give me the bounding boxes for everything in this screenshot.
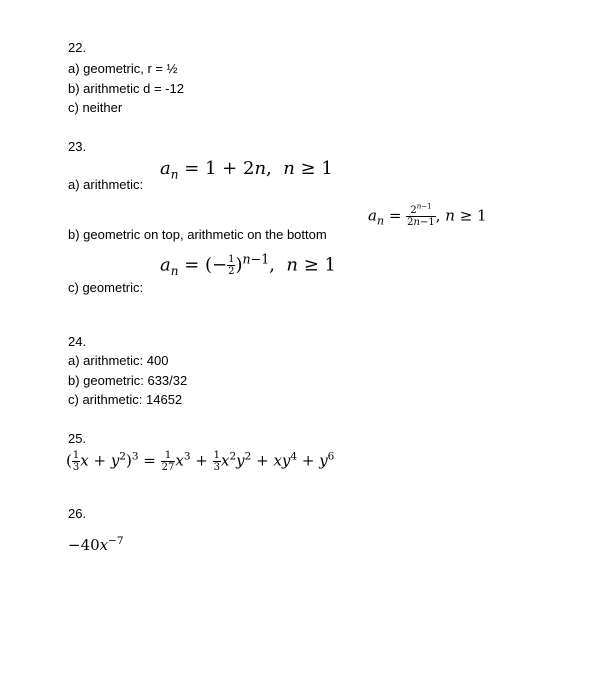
q24-number: 24. [68,334,87,349]
q24-answer-b: b) geometric: 633/32 [68,373,188,388]
q22-answer-c: c) neither [68,100,123,115]
q24-answer-a: a) arithmetic: 400 [68,353,169,368]
q26-number: 26. [68,506,87,521]
q22-answer-b: b) arithmetic d = -12 [68,81,184,96]
q23-label-b: b) geometric on top, arithmetic on the bottom [68,227,327,242]
q26-formula: $-40x^{-7}$ [68,535,124,554]
q25-number: 25. [68,431,87,446]
q25-formula: ( $\frac{1}{3}$ $x + y^2)^3$ = $\frac{1}{27}$ $x^3$ + $\frac{1}{3}$ $x^2y^2 + xy^4 + y^6$ [66,450,335,473]
q23-formula-c: $a_n$ = (− $\frac{1}{2}$ )$^{n-1}$, n ≥ 1 [160,251,336,279]
q23-label-c: c) geometric: [68,280,144,295]
q23-formula-a: $a_n = 1 + 2n$, n ≥ 1 [160,158,333,182]
q22-number: 22. [68,40,87,55]
q22-answer-a: a) geometric, r = ½ [68,61,178,76]
q23-number: 23. [68,139,87,154]
q23-formula-b: $a_n$ = $\frac{2^{n-1}}{2n-1}$ , n ≥ 1 [368,202,487,228]
q23-label-a: a) arithmetic: [68,177,144,192]
q24-answer-c: c) arithmetic: 14652 [68,392,183,407]
